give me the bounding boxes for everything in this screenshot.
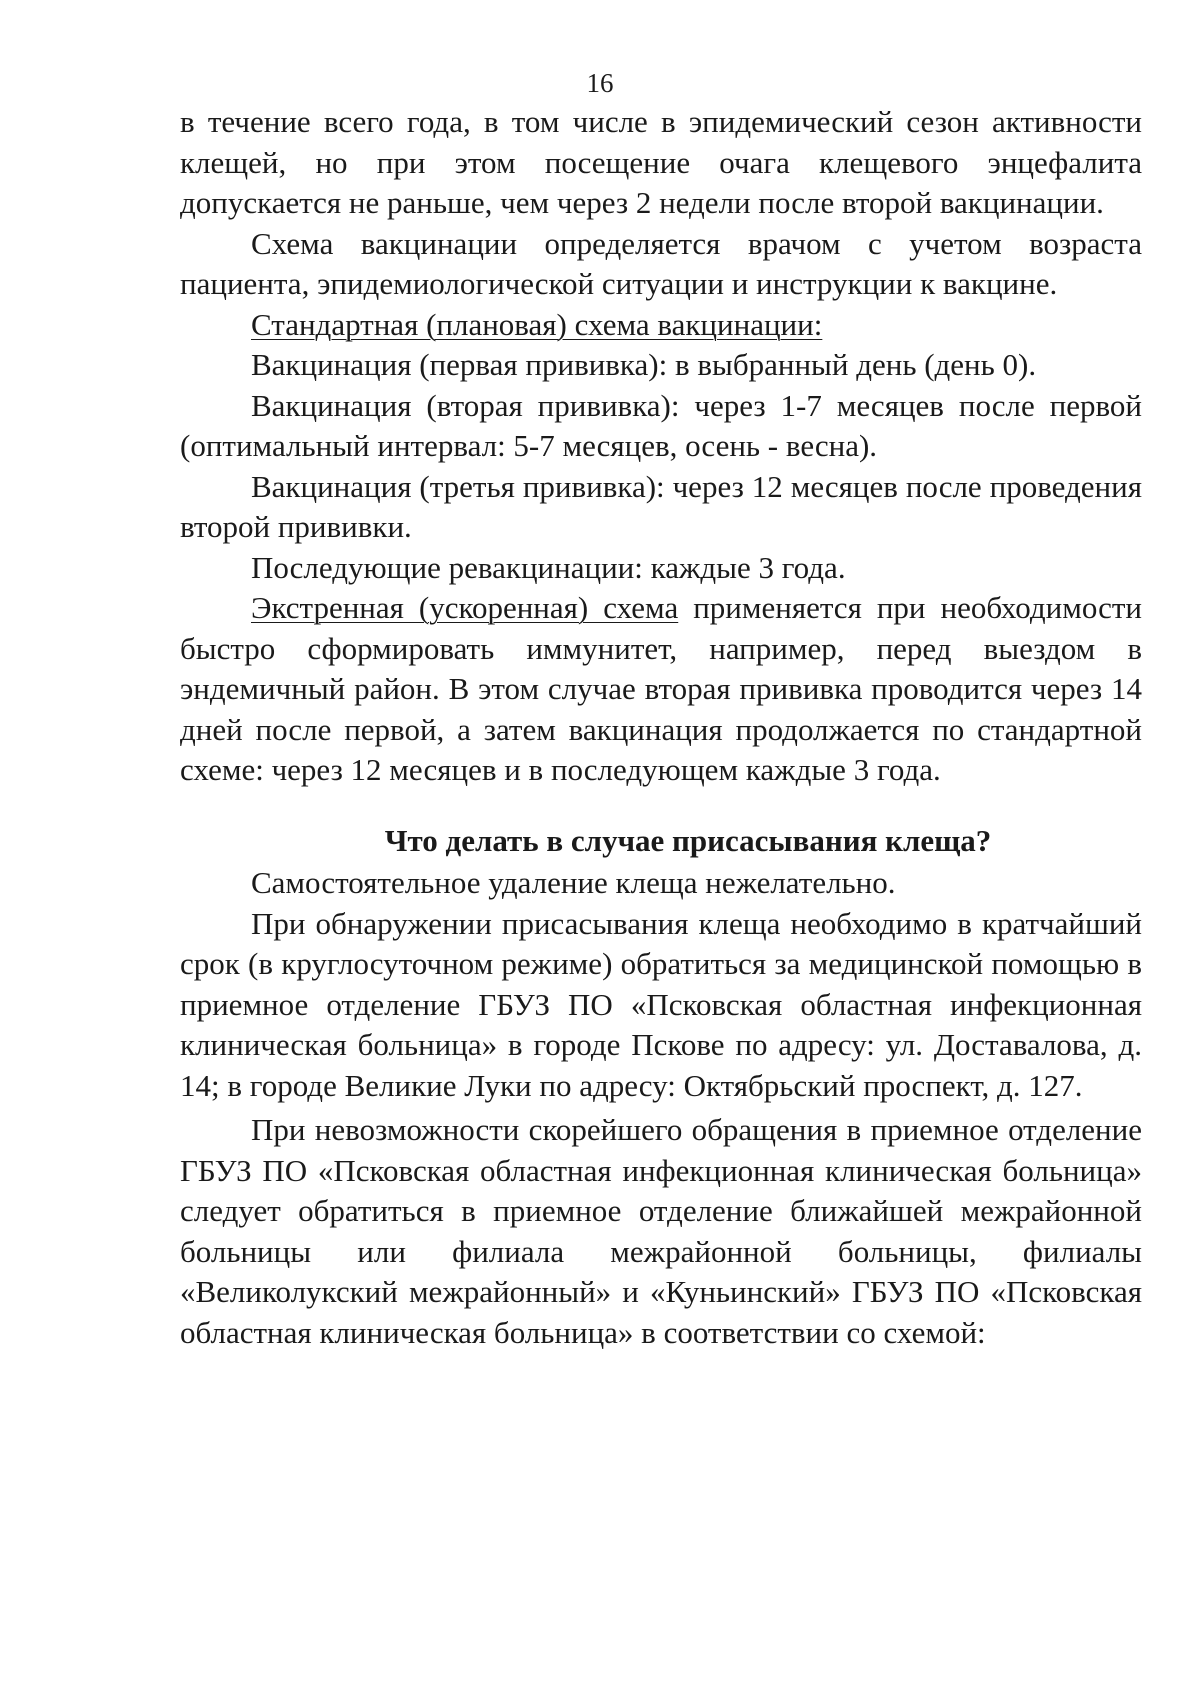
emergency-scheme-text: применяется при необходимости быстро сформировать иммунитет, например, перед выездом в эндемичный район. В этом случае вторая прививка проводится через 14 дней после первой, а затем вакцинация продолжается по стандартной схеме: через 12 месяцев и в последующем каждые 3 года. bbox=[180, 590, 1142, 787]
paragraph-seek-medical-help: При обнаружении присасывания клеща необходимо в кратчайший срок (в круглосуточном режиме) обратиться за медицинской помощью в приемное отделение ГБУЗ ПО «Псковская областная инфекционная клиническая больница» в городе Пскове по адресу: ул. Доставалова, д. 14; в городе Великие Луки по адресу: Октябрьский проспект, д. 127. bbox=[180, 905, 1142, 1103]
standard-scheme-heading-text: Стандартная (плановая) схема вакцинации: bbox=[251, 306, 823, 342]
emergency-scheme-label: Экстренная (ускоренная) схема bbox=[251, 590, 679, 625]
page-body bbox=[180, 102, 1142, 1353]
paragraph-vaccination-scheme-intro: Схема вакцинации определяется врачом с учетом возраста пациента, эпидемиологической ситуации и инструкции к вакцине. bbox=[180, 225, 1142, 301]
paragraph-vaccination-season: в течение всего года, в том числе в эпидемический сезон активности клещей, но при этом посещение очага клещевого энцефалита допускается не раньше, чем через 2 недели после второй вакцинации. bbox=[180, 104, 1142, 220]
standard-scheme-item-1: Вакцинация (первая прививка): в выбранный день (день 0). bbox=[251, 347, 1037, 382]
standard-scheme-item-3: Вакцинация (третья прививка): через 12 месяцев после проведения второй прививки. bbox=[180, 468, 1142, 544]
paragraph-alternative-hospital: При невозможности скорейшего обращения в приемное отделение ГБУЗ ПО «Псковская областная инфекционная клиническая больница» следует обратиться в приемное отделение ближайшей межрайонной больницы или филиала межрайонной больницы, филиалы «Великолукский межрайонный» и «Куньинский» ГБУЗ ПО «Псковская областная клиническая больница» в соответствии со схемой: bbox=[180, 1112, 1142, 1350]
emergency-scheme-paragraph bbox=[180, 588, 1142, 791]
page-number: 16 bbox=[586, 68, 614, 98]
section-heading-tick-bite: Что делать в случае присасывания клеща? bbox=[384, 822, 992, 858]
paragraph-self-removal: Самостоятельное удаление клеща нежелательно. bbox=[251, 865, 896, 900]
standard-scheme-item-4: Последующие ревакцинации: каждые 3 года. bbox=[251, 549, 846, 585]
standard-scheme-item-2: Вакцинация (вторая прививка): через 1-7 месяцев после первой (оптимальный интервал: 5-7 месяцев, осень - весна). bbox=[180, 387, 1142, 463]
standard-scheme-heading bbox=[180, 305, 1142, 346]
